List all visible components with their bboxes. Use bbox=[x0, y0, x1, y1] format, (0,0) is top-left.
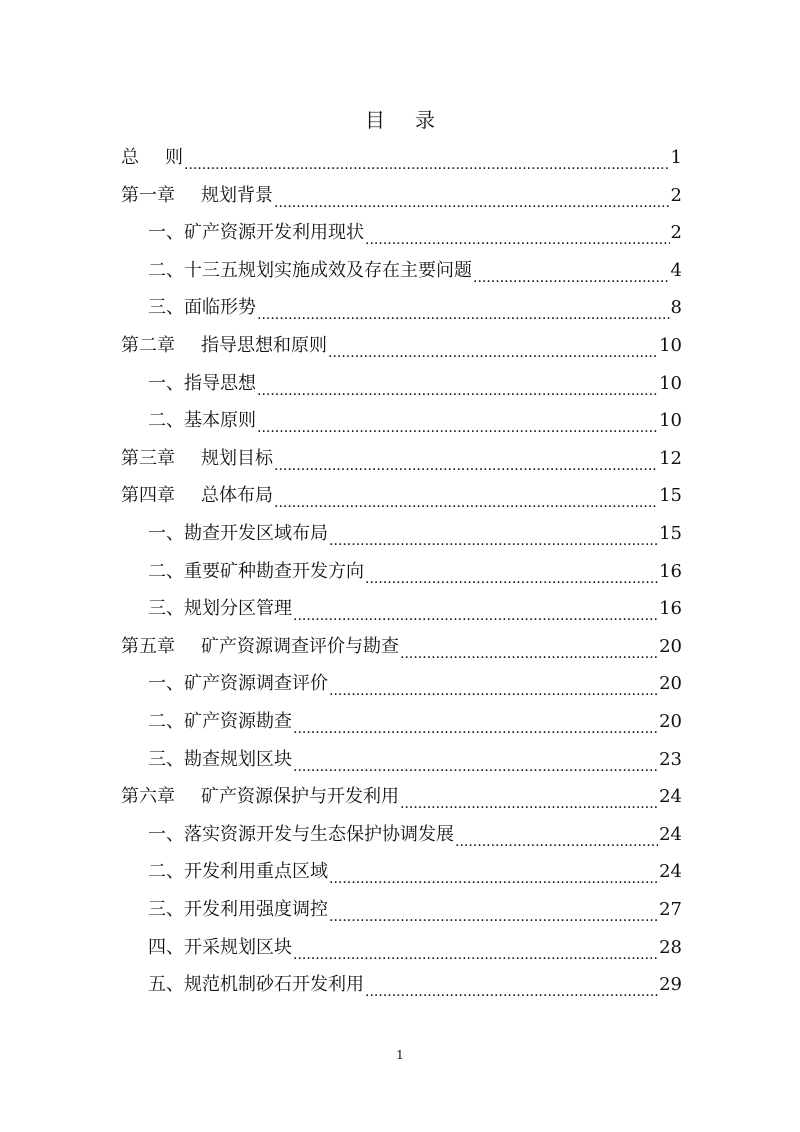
toc-entry-page-number: 15 bbox=[659, 523, 682, 544]
toc-entry-page-number: 10 bbox=[659, 335, 682, 356]
toc-section-entry[interactable] bbox=[148, 554, 682, 590]
toc-leader-dots bbox=[365, 215, 670, 251]
toc-section-entry[interactable] bbox=[148, 817, 682, 853]
toc-entry-title-text: 则 bbox=[165, 147, 183, 168]
toc-entry-page-number: 2 bbox=[670, 222, 682, 244]
toc-entry-label bbox=[121, 478, 273, 514]
toc-leader-dots bbox=[257, 290, 670, 326]
toc-entry-page-number: 15 bbox=[659, 485, 682, 507]
toc-section-entry[interactable] bbox=[148, 967, 682, 1003]
toc-leader-dots bbox=[184, 140, 670, 176]
toc-entry-label bbox=[148, 215, 364, 251]
toc-entry-page-number: 20 bbox=[659, 711, 682, 732]
toc-entry-label bbox=[148, 666, 328, 702]
toc-entry-label bbox=[148, 290, 256, 326]
toc-leader-dots bbox=[293, 742, 658, 778]
toc-entry-label-text: 五、规范机制砂石开发利用 bbox=[148, 974, 364, 996]
toc-leader-dots bbox=[365, 554, 658, 590]
toc-entry-title-text: 矿产资源调查评价与勘查 bbox=[201, 635, 399, 657]
toc-entry-label-text: 三、面临形势 bbox=[148, 297, 256, 319]
toc-section-entry[interactable] bbox=[148, 892, 682, 928]
toc-section-entry[interactable] bbox=[148, 516, 682, 552]
toc-entry-label bbox=[121, 441, 273, 477]
toc-section-entry[interactable] bbox=[148, 666, 682, 702]
toc-chapter-entry[interactable] bbox=[121, 178, 682, 214]
toc-entry-title-text: 矿产资源保护与开发利用 bbox=[201, 786, 399, 808]
toc-entry-label bbox=[121, 779, 399, 815]
toc-entry-page-number: 29 bbox=[659, 974, 682, 996]
toc-section-entry[interactable] bbox=[148, 930, 682, 966]
toc-entry-label-text: 一、勘查开发区域布局 bbox=[148, 523, 328, 544]
toc-entry-label bbox=[148, 704, 292, 740]
page-number: 1 bbox=[396, 1048, 404, 1062]
toc-entry-label bbox=[148, 967, 364, 1003]
toc-leader-dots bbox=[293, 704, 658, 740]
toc-section-entry[interactable] bbox=[148, 290, 682, 326]
toc-entry-page-number: 16 bbox=[659, 560, 682, 582]
toc-entry-label-text: 第五章 bbox=[121, 635, 175, 657]
toc-leader-dots bbox=[329, 666, 658, 702]
toc-entry-label bbox=[121, 140, 183, 176]
toc-leader-dots bbox=[257, 403, 658, 439]
toc-entry-title-text: 总体布局 bbox=[201, 485, 273, 507]
toc-leader-dots bbox=[473, 253, 670, 289]
toc-entry-label-text: 第三章 bbox=[121, 447, 175, 469]
toc-entry-page-number: 24 bbox=[659, 823, 682, 845]
toc-entry-label-text: 总 bbox=[121, 147, 139, 168]
toc-entry-label bbox=[148, 366, 256, 402]
toc-entry-label-text: 第二章 bbox=[121, 335, 175, 356]
toc-entry-label-text: 一、指导思想 bbox=[148, 372, 256, 394]
toc-section-entry[interactable] bbox=[148, 403, 682, 439]
toc-entry-label bbox=[148, 892, 328, 928]
toc-entry-label-text: 第六章 bbox=[121, 786, 175, 808]
toc-entry-page-number: 23 bbox=[659, 748, 682, 770]
toc-entry-label-text: 三、规划分区管理 bbox=[148, 598, 292, 620]
toc-leader-dots bbox=[274, 178, 670, 214]
toc-entry-page-number: 10 bbox=[659, 410, 682, 432]
toc-entry-page-number: 20 bbox=[659, 635, 682, 657]
toc-entry-label bbox=[121, 629, 399, 665]
toc-entry-label bbox=[148, 554, 364, 590]
toc-entry-label-text: 二、十三五规划实施成效及存在主要问题 bbox=[148, 259, 472, 281]
toc-entry-label bbox=[148, 817, 454, 853]
toc-entry-label-text: 二、矿产资源勘查 bbox=[148, 711, 292, 732]
toc-leader-dots bbox=[400, 779, 658, 815]
toc-entry-page-number: 24 bbox=[659, 861, 682, 883]
toc-entry-title-text: 规划目标 bbox=[201, 447, 273, 469]
toc-leader-dots bbox=[328, 328, 658, 364]
toc-entry-label-text: 第一章 bbox=[121, 184, 175, 206]
toc-chapter-entry[interactable] bbox=[121, 140, 682, 176]
toc-entry-label-text: 二、重要矿种勘查开发方向 bbox=[148, 560, 364, 582]
toc-entry-label-text: 二、基本原则 bbox=[148, 410, 256, 432]
toc-entry-label-text: 一、落实资源开发与生态保护协调发展 bbox=[148, 823, 454, 845]
toc-entry-label bbox=[148, 253, 472, 289]
toc-leader-dots bbox=[365, 967, 658, 1003]
toc-leader-dots bbox=[329, 854, 658, 890]
toc-leader-dots bbox=[329, 892, 658, 928]
toc-leader-dots bbox=[257, 366, 658, 402]
toc-entry-page-number: 12 bbox=[659, 447, 682, 469]
toc-section-entry[interactable] bbox=[148, 742, 682, 778]
toc-entry-label-text: 一、矿产资源开发利用现状 bbox=[148, 222, 364, 244]
toc-entry-label-text: 第四章 bbox=[121, 485, 175, 507]
toc-entry-page-number: 16 bbox=[659, 598, 682, 620]
toc-chapter-entry[interactable] bbox=[121, 441, 682, 477]
toc-entry-label bbox=[148, 516, 328, 552]
toc-entry-label bbox=[121, 178, 273, 214]
toc-section-entry[interactable] bbox=[148, 704, 682, 740]
toc-leader-dots bbox=[329, 516, 658, 552]
toc-leader-dots bbox=[274, 441, 658, 477]
toc-entry-label-text: 四、开采规划区块 bbox=[148, 936, 292, 958]
toc-chapter-entry[interactable] bbox=[121, 779, 682, 815]
toc-leader-dots bbox=[293, 930, 658, 966]
toc-entry-label-text: 二、开发利用重点区域 bbox=[148, 861, 328, 883]
toc-chapter-entry[interactable] bbox=[121, 478, 682, 514]
toc-entry-label-text: 一、矿产资源调查评价 bbox=[148, 673, 328, 695]
toc-entry-page-number: 27 bbox=[659, 899, 682, 920]
toc-chapter-entry[interactable] bbox=[121, 328, 682, 364]
toc-section-entry[interactable] bbox=[148, 854, 682, 890]
toc-entry-label bbox=[148, 591, 292, 627]
toc-entry-label-text: 三、勘查规划区块 bbox=[148, 748, 292, 770]
toc-entry-page-number: 1 bbox=[670, 147, 682, 168]
toc-entry-title-text: 指导思想和原则 bbox=[201, 335, 327, 356]
toc-entry-title-text: 规划背景 bbox=[201, 184, 273, 206]
toc-leader-dots bbox=[293, 591, 658, 627]
toc-entry-label bbox=[148, 403, 256, 439]
toc-title: 目录 bbox=[365, 108, 465, 132]
toc-leader-dots bbox=[455, 817, 658, 853]
toc-section-entry[interactable] bbox=[148, 253, 682, 289]
toc-entry-label-text: 三、开发利用强度调控 bbox=[148, 899, 328, 920]
toc-entry-label bbox=[148, 742, 292, 778]
toc-entry-label bbox=[148, 854, 328, 890]
toc-entry-page-number: 28 bbox=[659, 936, 682, 958]
toc-entry-page-number: 24 bbox=[659, 786, 682, 808]
toc-entry-page-number: 10 bbox=[659, 372, 682, 394]
toc-leader-dots bbox=[400, 629, 658, 665]
toc-section-entry[interactable] bbox=[148, 366, 682, 402]
toc-chapter-entry[interactable] bbox=[121, 629, 682, 665]
toc-entry-label bbox=[121, 328, 327, 364]
toc-entry-page-number: 2 bbox=[670, 184, 682, 206]
toc-section-entry[interactable] bbox=[148, 215, 682, 251]
toc-entry-page-number: 20 bbox=[659, 673, 682, 695]
toc-section-entry[interactable] bbox=[148, 591, 682, 627]
toc-entry-page-number: 8 bbox=[670, 297, 682, 319]
toc-leader-dots bbox=[274, 478, 658, 514]
toc-entry-page-number: 4 bbox=[670, 259, 682, 281]
toc-entry-label bbox=[148, 930, 292, 966]
